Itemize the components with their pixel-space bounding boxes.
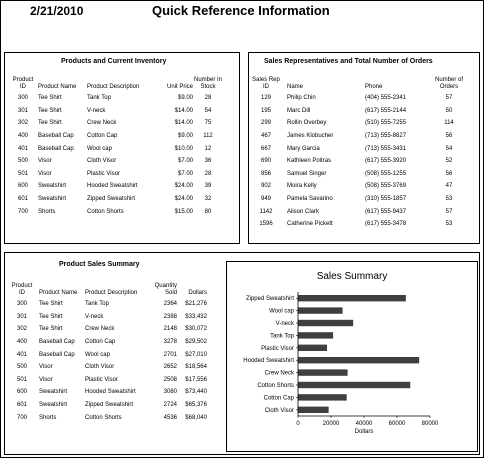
inventory-header-4: Number In Stock	[193, 77, 222, 90]
sales-summary-chart-svg	[227, 262, 477, 451]
table-cell: 600	[16, 389, 27, 396]
table-cell: Cotton Shorts	[85, 414, 122, 421]
table-row	[251, 117, 469, 130]
table-cell: (713) 555-8627	[365, 133, 407, 140]
table-cell: Baseball Cap	[39, 339, 75, 346]
table-cell: 36	[204, 158, 212, 165]
table-row	[9, 411, 207, 424]
table-cell: 301	[17, 107, 28, 114]
table-cell: $73,440	[185, 389, 207, 396]
table-cell: $33,432	[185, 313, 207, 320]
table-cell: Hooded Sweatshirt	[85, 389, 136, 396]
table-cell: 54	[204, 107, 212, 114]
summary-header-0: Product ID	[11, 283, 33, 296]
table-cell: Zipped Sweatshirt	[87, 196, 136, 203]
summary-header-row	[9, 283, 207, 298]
table-cell: Tank Top	[85, 301, 109, 308]
table-row	[11, 180, 223, 193]
summary-header-3: Quantity Sold	[154, 283, 177, 296]
table-cell: Visor	[39, 376, 53, 383]
table-cell: $9.00	[177, 133, 193, 140]
table-cell: 56	[445, 133, 453, 140]
table-cell: James Klobucher	[287, 133, 334, 140]
table-row	[11, 130, 223, 143]
table-cell: 57	[445, 208, 453, 215]
table-cell: $14.00	[174, 120, 193, 127]
table-row	[11, 193, 223, 206]
table-row	[251, 193, 469, 206]
table-row	[9, 374, 207, 387]
table-cell: Wool cap	[87, 145, 112, 152]
chart-x-label: Dollars	[354, 429, 374, 435]
chart-bar	[298, 332, 333, 338]
table-cell: 32	[204, 196, 212, 203]
reps-table	[251, 77, 469, 231]
table-row	[9, 298, 207, 311]
summary-panel	[4, 252, 480, 455]
table-cell: 3278	[163, 339, 177, 346]
table-row	[251, 180, 469, 193]
table-cell: 2508	[163, 376, 177, 383]
table-cell: 54	[445, 145, 453, 152]
table-cell: $17,556	[185, 376, 207, 383]
chart-category-label: Cotton Cap	[263, 395, 294, 402]
table-row	[9, 336, 207, 349]
inventory-header-3: Unit Price	[166, 83, 193, 90]
table-cell: Crew Neck	[87, 120, 117, 127]
summary-header-2: Product Description	[85, 289, 138, 296]
table-row	[11, 168, 223, 181]
table-row	[11, 117, 223, 130]
table-cell: $27,010	[185, 351, 207, 358]
summary-header-1: Product Name	[39, 289, 78, 296]
inventory-header-2: Product Description	[87, 83, 140, 90]
table-cell: $10.00	[174, 145, 193, 152]
table-cell: 467	[260, 133, 271, 140]
table-cell: 195	[260, 107, 271, 114]
table-cell: 302	[17, 120, 28, 127]
chart-category-label: Cotton Shorts	[257, 383, 294, 389]
table-cell: $14.00	[174, 107, 193, 114]
table-cell: Sweatshirt	[38, 196, 67, 203]
chart-x-tick-label: 80000	[421, 421, 439, 427]
table-row	[251, 218, 469, 231]
table-cell: 401	[17, 145, 28, 152]
table-cell: 80	[204, 208, 212, 215]
table-cell: 28	[204, 95, 212, 102]
table-cell: 301	[16, 313, 27, 320]
table-cell: 856	[260, 170, 271, 177]
chart-category-label: Plastic Visor	[261, 345, 294, 352]
table-cell: $7.00	[177, 158, 193, 165]
table-cell: (310) 555-1857	[365, 196, 407, 203]
table-cell: $65,376	[185, 402, 207, 409]
table-cell: 114	[444, 120, 454, 127]
table-cell: 53	[445, 221, 453, 228]
table-cell: 52	[445, 158, 453, 165]
table-cell: Zipped Sweatshirt	[85, 402, 134, 409]
chart-category-label: Tank Top	[270, 333, 294, 340]
chart-bar	[298, 295, 406, 301]
reps-panel	[248, 52, 480, 244]
table-cell: Tank Top	[87, 95, 111, 102]
reps-header-1: Name	[287, 83, 304, 90]
table-cell: 501	[17, 170, 28, 177]
table-cell: 2364	[163, 301, 177, 308]
table-row	[251, 105, 469, 118]
table-cell: (713) 555-3431	[365, 145, 407, 152]
table-cell: Hooded Sweatshirt	[87, 183, 138, 190]
table-cell: 39	[204, 183, 212, 190]
table-cell: 47	[445, 183, 453, 190]
inventory-header-row	[11, 77, 223, 92]
inventory-header-1: Product Name	[38, 83, 77, 90]
table-cell: (617) 555-3478	[365, 221, 407, 228]
table-cell: 56	[445, 170, 453, 177]
inventory-title: Products and Current Inventory	[61, 58, 167, 65]
chart-title: Sales Summary	[316, 271, 388, 282]
table-cell: Tee Shirt	[38, 95, 62, 102]
chart-bar	[298, 369, 348, 375]
table-row	[11, 92, 223, 105]
table-row	[9, 348, 207, 361]
table-cell: Cotton Cap	[87, 133, 118, 140]
table-cell: Visor	[38, 158, 52, 165]
table-cell: Tee Shirt	[39, 326, 63, 333]
table-cell: Cloth Visor	[87, 158, 117, 165]
table-cell: 28	[204, 170, 212, 177]
table-cell: V-neck	[85, 313, 104, 320]
table-cell: Pamela Savarino	[287, 196, 333, 203]
chart-x-tick-label: 0	[296, 421, 300, 427]
table-row	[11, 155, 223, 168]
table-cell: 400	[16, 339, 27, 346]
table-cell: 600	[17, 183, 28, 190]
table-cell: 401	[16, 351, 27, 358]
table-cell: Tee Shirt	[38, 107, 62, 114]
table-row	[9, 361, 207, 374]
table-cell: Rollin Overbey	[287, 120, 327, 127]
reps-header-row	[251, 77, 469, 92]
table-row	[251, 142, 469, 155]
table-row	[251, 168, 469, 181]
table-cell: 12	[204, 145, 212, 152]
table-cell: 690	[260, 158, 271, 165]
table-cell: 500	[16, 364, 27, 371]
table-cell: Marc Dill	[287, 107, 311, 114]
table-row	[9, 311, 207, 324]
sales-summary-chart	[226, 261, 478, 452]
table-cell: (404) 555-2341	[365, 95, 407, 102]
chart-bar	[298, 357, 419, 363]
table-cell: $24.00	[174, 183, 193, 190]
chart-category-label: Crew Neck	[264, 370, 294, 377]
table-cell: Cotton Shorts	[87, 208, 124, 215]
table-cell: 601	[16, 402, 27, 409]
chart-category-label: Zipped Sweatshirt	[245, 296, 294, 303]
table-cell: Visor	[38, 170, 52, 177]
table-cell: Philip Chin	[287, 95, 316, 102]
reps-title: Sales Representatives and Total Number of Orders	[264, 58, 433, 65]
table-row	[9, 399, 207, 412]
table-cell: Tee Shirt	[38, 120, 62, 127]
report-date: 2/21/2010	[30, 4, 84, 18]
table-cell: Sweatshirt	[39, 402, 68, 409]
table-cell: 400	[17, 133, 28, 140]
table-cell: (617) 555-9437	[365, 208, 407, 215]
table-cell: (510) 555-7255	[365, 120, 407, 127]
table-cell: $9.00	[177, 95, 193, 102]
table-cell: $24.00	[174, 196, 193, 203]
inventory-panel	[4, 52, 240, 244]
table-cell: Plastic Visor	[87, 170, 120, 177]
inventory-header-0: Product ID	[12, 77, 34, 90]
chart-category-label: V-neck	[275, 321, 294, 327]
table-row	[11, 142, 223, 155]
table-cell: V-neck	[87, 107, 106, 114]
table-cell: Baseball Cap	[38, 145, 74, 152]
table-cell: Moira Kelly	[287, 183, 317, 190]
chart-bar	[298, 407, 329, 413]
inventory-table	[11, 77, 223, 218]
table-cell: Cloth Visor	[85, 364, 115, 371]
table-cell: Samuel Singer	[287, 170, 327, 177]
table-row	[9, 323, 207, 336]
chart-bar	[298, 320, 353, 326]
table-row	[251, 130, 469, 143]
table-cell: 1142	[259, 208, 273, 215]
table-row	[9, 386, 207, 399]
table-cell: 50	[445, 107, 453, 114]
chart-x-tick-label: 20000	[322, 421, 340, 427]
table-cell: Crew Neck	[85, 326, 115, 333]
table-cell: Sweatshirt	[39, 389, 68, 396]
chart-category-label: Wool cap	[269, 308, 294, 315]
table-row	[251, 205, 469, 218]
table-cell: (617) 555-2144	[365, 107, 407, 114]
table-cell: 2148	[163, 326, 177, 333]
table-cell: $18,564	[185, 364, 207, 371]
table-cell: 4536	[163, 414, 177, 421]
table-row	[251, 155, 469, 168]
chart-bar	[298, 345, 327, 351]
table-cell: Shorts	[39, 414, 57, 421]
table-cell: $21,276	[185, 301, 207, 308]
table-cell: Catherine Pickett	[287, 221, 333, 228]
table-cell: 2652	[163, 364, 177, 371]
table-cell: 1596	[259, 221, 273, 228]
table-cell: Kathleen Poitras	[287, 158, 332, 165]
table-cell: Alison Clark	[287, 208, 320, 215]
table-cell: (508) 555-1255	[365, 170, 407, 177]
table-cell: Baseball Cap	[38, 133, 74, 140]
page-title: Quick Reference Information	[152, 3, 330, 18]
table-cell: 2724	[163, 402, 177, 409]
reps-header-0: Sales Rep ID	[252, 77, 280, 90]
table-cell: 129	[260, 95, 271, 102]
table-row	[251, 92, 469, 105]
table-cell: 300	[17, 95, 28, 102]
table-cell: Tee Shirt	[39, 313, 63, 320]
table-cell: 501	[16, 376, 27, 383]
table-cell: 601	[17, 196, 28, 203]
table-cell: $29,502	[185, 339, 207, 346]
table-cell: 700	[17, 208, 28, 215]
table-cell: $68,040	[185, 414, 207, 421]
table-cell: Shorts	[38, 208, 56, 215]
table-cell: Wool cap	[85, 351, 110, 358]
table-cell: 53	[445, 196, 453, 203]
table-row	[11, 105, 223, 118]
table-cell: $30,072	[185, 326, 207, 333]
chart-bar	[298, 394, 347, 400]
summary-table	[9, 283, 207, 424]
table-cell: $15.00	[174, 208, 193, 215]
chart-category-label: Cloth Visor	[264, 407, 294, 414]
chart-category-label: Hooded Sweatshirt	[243, 358, 294, 365]
chart-bar	[298, 382, 410, 388]
table-cell: 700	[16, 414, 27, 421]
table-cell: (617) 555-3920	[365, 158, 407, 165]
table-cell: Mary Garcia	[287, 145, 320, 152]
table-cell: 75	[204, 120, 212, 127]
reps-header-3: Number of Orders	[434, 77, 463, 90]
table-row	[11, 205, 223, 218]
table-cell: Cotton Cap	[85, 339, 116, 346]
table-cell: Tee Shirt	[39, 301, 63, 308]
table-cell: 949	[260, 196, 271, 203]
chart-x-tick-label: 60000	[388, 421, 406, 427]
table-cell: 2388	[163, 313, 177, 320]
chart-bar	[298, 307, 343, 313]
table-cell: 3060	[163, 389, 177, 396]
table-cell: (508) 555-3769	[365, 183, 407, 190]
table-cell: 300	[16, 301, 27, 308]
table-cell: 500	[17, 158, 28, 165]
chart-x-tick-label: 40000	[355, 421, 373, 427]
table-cell: Sweatshirt	[38, 183, 67, 190]
table-cell: 2701	[163, 351, 177, 358]
table-cell: 902	[260, 183, 271, 190]
table-cell: Visor	[39, 364, 53, 371]
summary-title: Product Sales Summary	[59, 261, 140, 268]
table-cell: 112	[203, 133, 213, 140]
table-cell: 299	[260, 120, 271, 127]
table-cell: $7.00	[177, 170, 193, 177]
table-cell: 302	[16, 326, 27, 333]
table-cell: 667	[260, 145, 271, 152]
table-cell: 57	[445, 95, 453, 102]
table-cell: Plastic Visor	[85, 376, 118, 383]
reps-header-2: Phone	[365, 83, 383, 90]
table-cell: Baseball Cap	[39, 351, 75, 358]
summary-header-4: Dollars	[188, 289, 207, 296]
